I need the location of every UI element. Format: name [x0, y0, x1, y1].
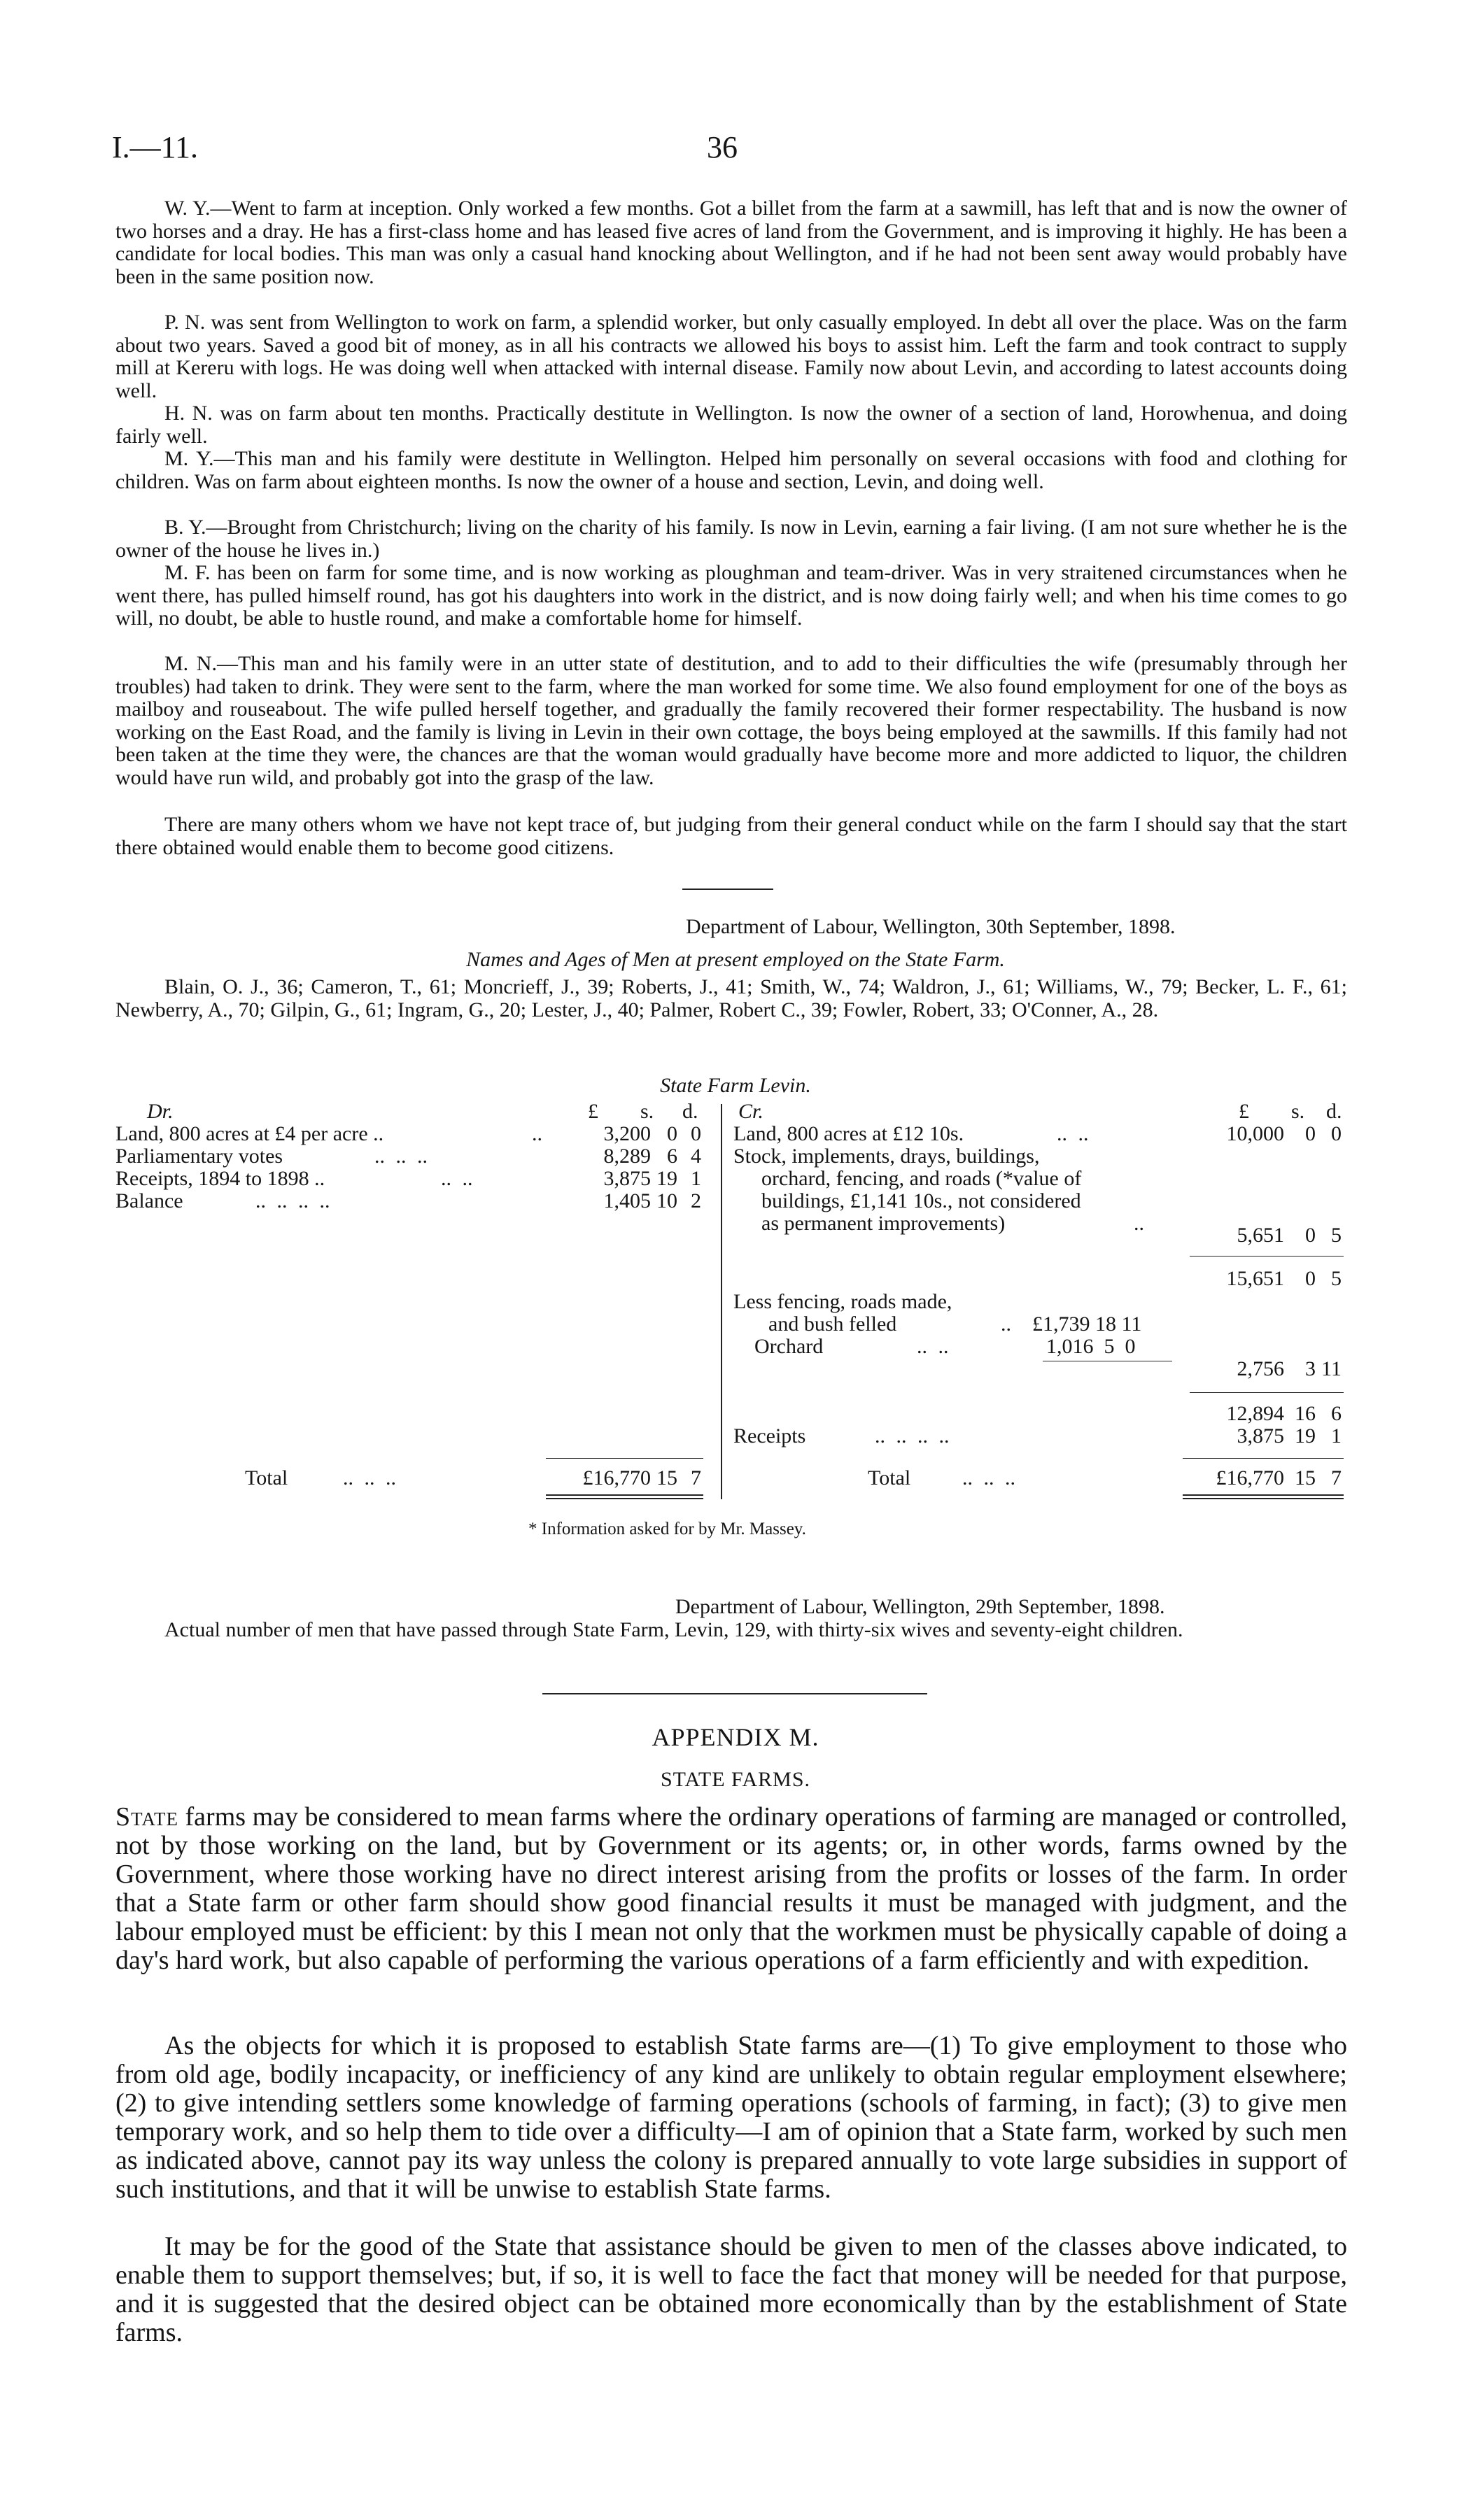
debit-total-pence: 7: [691, 1466, 701, 1489]
subtotal-rule: [1190, 1256, 1344, 1257]
debit-shillings: 10: [656, 1189, 677, 1212]
credit-total-pence: 7: [1331, 1466, 1342, 1489]
narrative-paragraph: M. N.—This man and his family were in an utter state of destitution, and to add to their difficulties the wife (presumably through her troubles) had taken to drink. They were sent to the farm, where the man worked for some time. We also found employment for one of the boys as mailboy and rouseabout. The wife pulled herself together, and gradually the family recovered their former respectability. The husband is now working on the East Road, and the family is living in Levin in their own cottage, the boys being employed at the sawmills. If this family had not been taken at the time they were, the chances are that the woman would gradually have become more and more addicted to liquor, the children would have run wild, and probably got into the grasp of the law.: [115, 652, 1347, 789]
names-list: Blain, O. J., 36; Cameron, T., 61; Moncrieff, J., 39; Roberts, J., 41; Smith, W., 74; Waldron, J., 61; Williams, W., 79; Becker, L. F., 61; Newberry, A., 70; Gilpin, G., 61; Ingram, G., 20; Lester, J., 40; Palmer, Robert C., 39; Fowler, Robert, 33; O'Conner, A., 28.: [115, 975, 1347, 1021]
debit-heading: Dr.: [147, 1100, 174, 1123]
narrative-paragraph: There are many others whom we have not kept trace of, but judging from their general conduct while on the farm I should say that the start there obtained would enable them to become good citizens.: [115, 813, 1347, 859]
total-rule: [1183, 1458, 1344, 1459]
narrative-paragraph: W. Y.—Went to farm at inception. Only worked a few months. Got a billet from the farm at a sawmill, has left that and is now the owner of two horses and a dray. He has a first-class home and has leased five acres of land from the Government, and is improving it highly. He has been a candidate for local bodies. This man was only a casual hand knocking about Wellington, and if he had not been sent away would probably have been in the same position now.: [115, 197, 1347, 288]
leader-dots: .. ..: [441, 1167, 473, 1190]
debit-pence: 0: [691, 1122, 701, 1145]
debit-total-label: Total: [245, 1466, 288, 1489]
deduction-amount: £1,739 18 11: [1032, 1312, 1142, 1336]
credit-total-pounds: £16,770: [1216, 1466, 1284, 1489]
total-double-rule: [546, 1498, 703, 1499]
account-divider: [721, 1104, 722, 1499]
leader-dots: .. ..: [917, 1335, 949, 1358]
names-heading: Names and Ages of Men at present employed on the State Farm.: [466, 948, 1005, 971]
debit-pence: 2: [691, 1189, 701, 1212]
credit-pence: 5: [1331, 1267, 1342, 1290]
leader-dots: ..: [1001, 1312, 1011, 1336]
credit-pence: 1: [1331, 1424, 1342, 1447]
narrative-paragraph: H. N. was on farm about ten months. Practically destitute in Wellington. Is now the owner of a section of land, Horowhenua, and doing fairly well.: [115, 402, 1347, 448]
subtotal-rule: [1190, 1392, 1344, 1393]
section-divider: [682, 889, 773, 890]
debit-total-pounds: £16,770: [582, 1466, 651, 1489]
deduction-amount: 1,016 5 0: [1046, 1335, 1136, 1358]
appendix-paragraph: [115, 1803, 1347, 1975]
lead-word: State: [115, 1802, 178, 1832]
total-double-rule: [546, 1494, 703, 1496]
debit-label: Parliamentary votes: [115, 1145, 283, 1168]
debit-label: Receipts, 1894 to 1898 ..: [115, 1167, 325, 1190]
credit-pounds: 2,756: [1237, 1357, 1284, 1380]
account-title: State Farm Levin.: [660, 1074, 811, 1097]
leader-dots: ..: [1134, 1212, 1144, 1235]
col-shillings: s.: [1291, 1100, 1305, 1123]
credit-label: Receipts: [733, 1424, 806, 1447]
credit-pounds: 15,651: [1226, 1267, 1284, 1290]
debit-pounds: 8,289: [603, 1145, 651, 1168]
appendix-title: APPENDIX M.: [652, 1723, 819, 1751]
credit-pence: 0: [1331, 1122, 1342, 1145]
credit-heading: Cr.: [738, 1100, 763, 1123]
appendix-paragraph: As the objects for which it is proposed to establish State farms are—(1) To give employment to those who from old age, bodily incapacity, or inefficiency of any kind are unlikely to obtain regular employment elsewhere; (2) to give intending settlers some knowledge of farming operations (schools of farming, in fact); (3) to give men temporary work, and so help them to tide over a difficulty—I am of opinion that a State farm, worked by such men as indicated above, cannot pay its way unless the colony is prepared annually to vote large subsidies in support of such institutions, and that it will be unwise to establish State farms.: [115, 2031, 1347, 2204]
leader-dots: .. ..: [1057, 1122, 1089, 1145]
credit-shillings: 0: [1305, 1224, 1316, 1247]
debit-label: Balance: [115, 1189, 183, 1212]
less-label: Less fencing, roads made,: [733, 1290, 952, 1313]
debit-shillings: 6: [667, 1145, 677, 1168]
col-pounds: £: [1239, 1100, 1249, 1123]
debit-pence: 4: [691, 1145, 701, 1168]
narrative-paragraph: B. Y.—Brought from Christchurch; living on the charity of his family. Is now in Levin, earning a fair living. (I am not sure whether he is the owner of the house he lives in.): [115, 516, 1347, 562]
narrative-paragraph: M. Y.—This man and his family were destitute in Wellington. Helped him personally on several occasions with food and clothing for children. Was on farm about eighteen months. Is now the owner of a house and section, Levin, and doing well.: [115, 447, 1347, 493]
deduction-label: and bush felled: [768, 1312, 897, 1336]
col-pounds: £: [588, 1100, 598, 1123]
appendix-subtitle: STATE FARMS.: [660, 1768, 811, 1791]
credit-pence: 6: [1331, 1402, 1342, 1425]
section-divider: [542, 1693, 927, 1694]
debit-pounds: 3,200: [603, 1122, 651, 1145]
credit-label: orchard, fencing, and roads (*value of: [761, 1167, 1082, 1190]
credit-pounds: 12,894: [1226, 1402, 1284, 1425]
leader-dots: .. .. ..: [374, 1145, 428, 1168]
credit-label: Stock, implements, drays, buildings,: [733, 1145, 1040, 1168]
debit-total-shillings: 15: [656, 1466, 677, 1489]
debit-pounds: 1,405: [603, 1189, 651, 1212]
col-pence: d.: [682, 1100, 698, 1123]
leader-dots: .. .. ..: [343, 1466, 396, 1489]
credit-pence: 5: [1331, 1224, 1342, 1247]
debit-shillings: 19: [656, 1167, 677, 1190]
leader-dots: .. .. .. ..: [875, 1424, 950, 1447]
credit-pounds: 5,651: [1237, 1224, 1284, 1247]
credit-label: Land, 800 acres at £12 10s.: [733, 1122, 964, 1145]
credit-label: buildings, £1,141 10s., not considered: [761, 1189, 1081, 1212]
appendix-paragraph: It may be for the good of the State that assistance should be given to men of the classes above indicated, to enable them to support themselves; but, if so, it is well to face the fact that money will be needed for that purpose, and it is suggested that the desired object can be obtained more economically than by the establishment of State farms.: [115, 2232, 1347, 2347]
leader-dots: ..: [532, 1122, 542, 1145]
dateline: Department of Labour, Wellington, 30th September, 1898.: [686, 915, 1176, 938]
credit-shillings: 16: [1295, 1402, 1316, 1425]
credit-shillings: 3: [1305, 1357, 1316, 1380]
credit-shillings: 0: [1305, 1122, 1316, 1145]
total-rule: [546, 1458, 703, 1459]
leader-dots: .. .. .. ..: [255, 1189, 330, 1212]
narrative-paragraph: M. F. has been on farm for some time, and is now working as ploughman and team-driver. Was in very straitened circumstances when he went there, has pulled himself round, has got his daughters into work in the district, and is now doing fairly well; and when his time comes to go will, no doubt, be able to hustle round, and make a comfortable home for himself.: [115, 561, 1347, 630]
credit-pounds: 10,000: [1226, 1122, 1284, 1145]
credit-shillings: 0: [1305, 1267, 1316, 1290]
dateline: Department of Labour, Wellington, 29th September, 1898.: [675, 1595, 1165, 1618]
leader-dots: .. .. ..: [962, 1466, 1015, 1489]
men-passed-statement: Actual number of men that have passed through State Farm, Levin, 129, with thirty-six wives and seventy-eight children.: [164, 1618, 1183, 1641]
page-number: 36: [707, 130, 738, 164]
credit-total-label: Total: [868, 1466, 911, 1489]
footnote: * Information asked for by Mr. Massey.: [528, 1520, 806, 1538]
credit-pence: 11: [1321, 1357, 1342, 1380]
deduction-label: Orchard: [754, 1335, 824, 1358]
report-reference: I.—11.: [112, 130, 199, 164]
debit-label: Land, 800 acres at £4 per acre ..: [115, 1122, 384, 1145]
narrative-paragraph: P. N. was sent from Wellington to work on farm, a splendid worker, but only casually employed. In debt all over the place. Was on the farm about two years. Saved a good bit of money, as in all his contracts we allowed his boys to assist him. Left the farm and took contract to supply mill at Kereru with logs. He was doing well when attacked with internal disease. Family now about Levin, and according to latest accounts doing well.: [115, 311, 1347, 402]
credit-pounds: 3,875: [1237, 1424, 1284, 1447]
col-shillings: s.: [640, 1100, 654, 1123]
credit-label: as permanent improvements): [761, 1212, 1006, 1235]
debit-pence: 1: [691, 1167, 701, 1190]
col-pence: d.: [1326, 1100, 1342, 1123]
total-double-rule: [1183, 1494, 1344, 1496]
total-double-rule: [1183, 1498, 1344, 1499]
credit-shillings: 19: [1295, 1424, 1316, 1447]
debit-shillings: 0: [667, 1122, 677, 1145]
credit-total-shillings: 15: [1295, 1466, 1316, 1489]
debit-pounds: 3,875: [603, 1167, 651, 1190]
paragraph-text: farms may be considered to mean farms where the ordinary operations of farming are managed or controlled, not by those working on the land, but by Government or its agents; or, in other words, farms owned by the Government, where those working have no direct interest arising from the profits or losses of the farm. In order that a State farm or other farm should show good financial results it must be managed with judgment, and the labour employed must be efficient: by this I mean not only that the workmen must be physically capable of doing a day's hard work, but also capable of performing the various operations of a farm efficiently and with expedition.: [115, 1802, 1347, 1975]
